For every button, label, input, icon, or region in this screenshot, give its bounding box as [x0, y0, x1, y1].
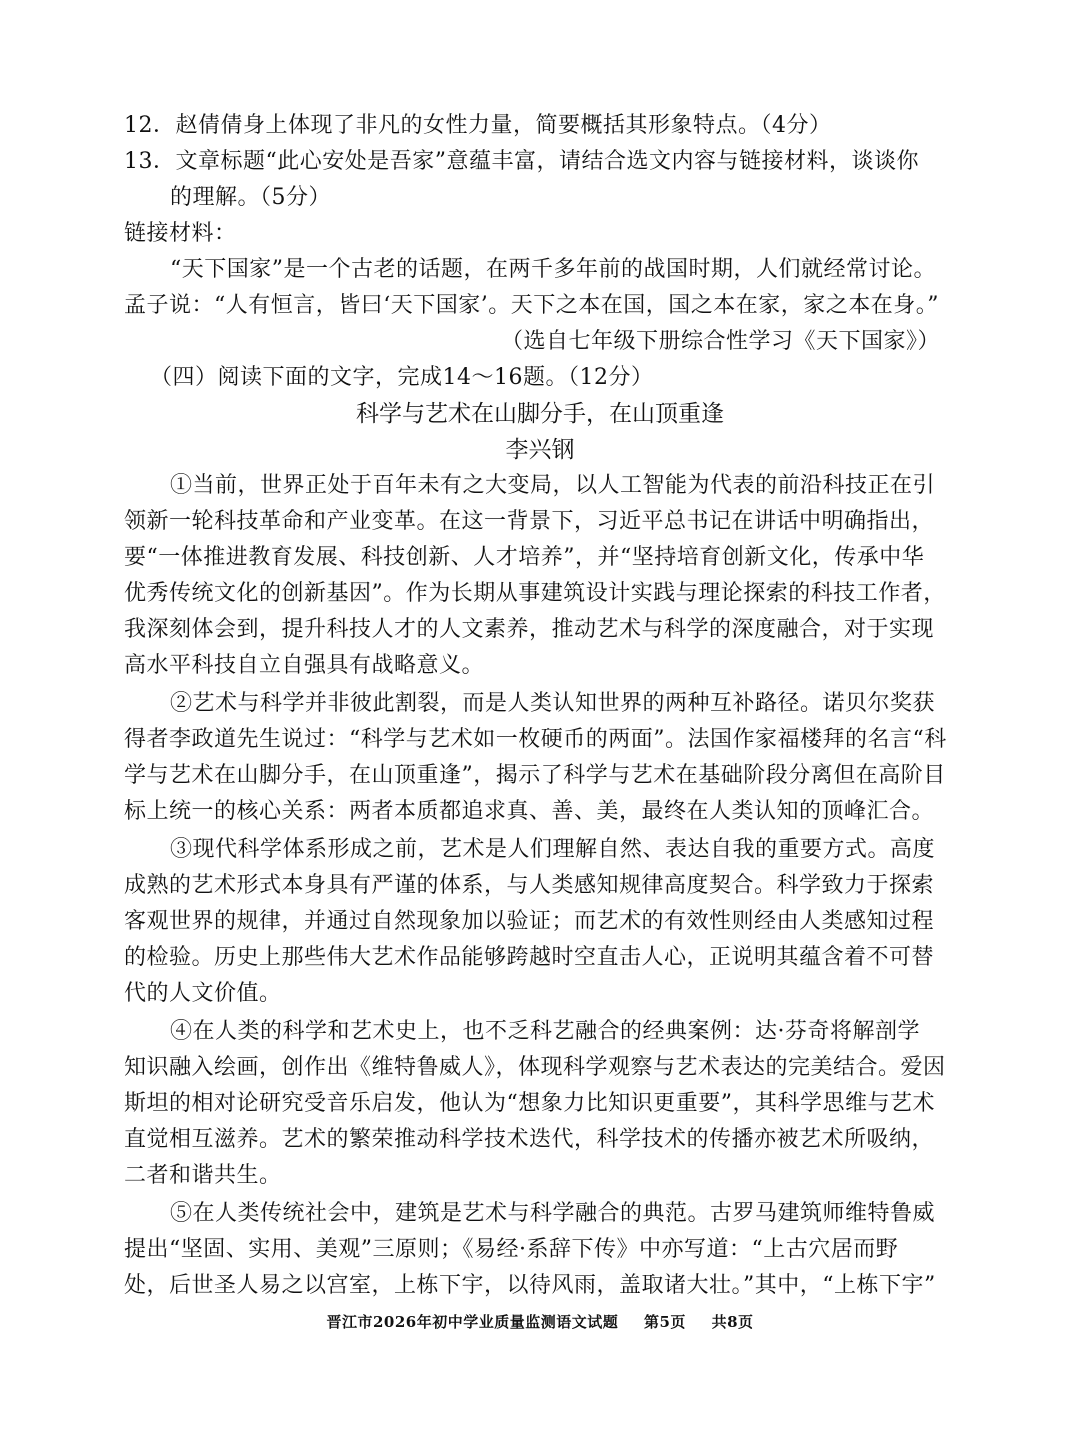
paragraph-4-line: 二者和谐共生。: [124, 1163, 282, 1188]
paragraph-1-line: ①当前，世界正处于百年未有之大变局，以人工智能为代表的前沿科技正在引: [170, 473, 936, 498]
paragraph-1-line: 领新一轮科技革命和产业变革。在这一背景下，习近平总书记在讲话中明确指出，: [124, 509, 935, 534]
footer-page-number: 第5页: [643, 1313, 686, 1331]
paragraph-4-line: ④在人类的科学和艺术史上，也不乏科艺融合的经典案例：达·芬奇将解剖学: [170, 1019, 920, 1044]
link-material-line-1: “天下国家”是一个古老的话题，在两千多年前的战国时期，人们就经常讨论。: [170, 257, 936, 282]
paragraph-3-line: 成熟的艺术形式本身具有严谨的体系，与人类感知规律高度契合。科学致力于探索: [124, 873, 935, 898]
paragraph-5-line: 提出“坚固、实用、美观”三原则；《易经·系辞下传》中亦写道：“上古穴居而野: [124, 1237, 899, 1262]
paragraph-4-line: 直觉相互滋养。艺术的繁荣推动科学技术迭代，科学技术的传播亦被艺术所吸纳，: [124, 1127, 935, 1152]
section-4-heading: （四）阅读下面的文字，完成14～16题。（12分）: [150, 365, 654, 390]
paragraph-5-line: 处，后世圣人易之以宫室，上栋下宇，以待风雨，盖取诸大壮。”其中，“上栋下宇”: [124, 1273, 936, 1298]
paragraph-1-line: 要“一体推进教育发展、科技创新、人才培养”，并“坚持培育创新文化，传承中华: [124, 545, 925, 570]
question-13-line-2: 的理解。（5分）: [170, 185, 331, 210]
page-footer: [0, 1310, 1080, 1334]
footer-total-pages: 共8页: [711, 1313, 754, 1331]
paragraph-2-line: 标上统一的核心关系：两者本质都追求真、善、美，最终在人类认知的顶峰汇合。: [124, 799, 935, 824]
paragraph-2-line: 得者李政道先生说过：“科学与艺术如一枚硬币的两面”。法国作家福楼拜的名言“科: [124, 727, 947, 752]
paragraph-3-line: 的检验。历史上那些伟大艺术作品能够跨越时空直击人心，正说明其蕴含着不可替: [124, 945, 935, 970]
paragraph-3-line: ③现代科学体系形成之前，艺术是人们理解自然、表达自我的重要方式。高度: [170, 837, 936, 862]
paragraph-1-line: 优秀传统文化的创新基因”。作为长期从事建筑设计实践与理论探索的科技工作者，: [124, 581, 946, 606]
paragraph-1-line: 高水平科技自立自强具有战略意义。: [124, 653, 485, 678]
paragraph-2-line: 学与艺术在山脚分手，在山顶重逢”，揭示了科学与艺术在基础阶段分离但在高阶目: [124, 763, 946, 788]
paragraph-3-line: 代的人文价值。: [124, 981, 282, 1006]
paragraph-4-line: 知识融入绘画，创作出《维特鲁威人》，体现科学观察与艺术表达的完美结合。爱因: [124, 1055, 946, 1080]
article-title: 科学与艺术在山脚分手，在山顶重逢: [356, 401, 724, 427]
link-material-line-2: 孟子说：“人有恒言，皆曰‘天下国家’。天下之本在国，国之本在家，家之本在身。”: [124, 293, 939, 318]
footer-exam-title: 晋江市2026年初中学业质量监测语文试题: [326, 1313, 619, 1331]
paragraph-2-line: ②艺术与科学并非彼此割裂，而是人类认知世界的两种互补路径。诺贝尔奖获: [170, 691, 936, 716]
link-material-label: 链接材料：: [124, 221, 237, 246]
question-13-line-1: 13．文章标题“此心安处是吾家”意蕴丰富，请结合选文内容与链接材料，谈谈你: [124, 149, 919, 174]
paragraph-5-line: ⑤在人类传统社会中，建筑是艺术与科学融合的典范。古罗马建筑师维特鲁威: [170, 1201, 936, 1226]
link-material-source: （选自七年级下册综合性学习《天下国家》）: [500, 329, 940, 354]
question-12: 12．赵倩倩身上体现了非凡的女性力量，简要概括其形象特点。（4分）: [124, 113, 832, 138]
paragraph-3-line: 客观世界的规律，并通过自然现象加以验证；而艺术的有效性则经由人类感知过程: [124, 909, 935, 934]
paragraph-4-line: 斯坦的相对论研究受音乐启发，他认为“想象力比知识更重要”，其科学思维与艺术: [124, 1091, 935, 1116]
paragraph-1-line: 我深刻体会到，提升科技人才的人文素养，推动艺术与科学的深度融合，对于实现: [124, 617, 935, 642]
article-author: 李兴钢: [505, 437, 575, 463]
